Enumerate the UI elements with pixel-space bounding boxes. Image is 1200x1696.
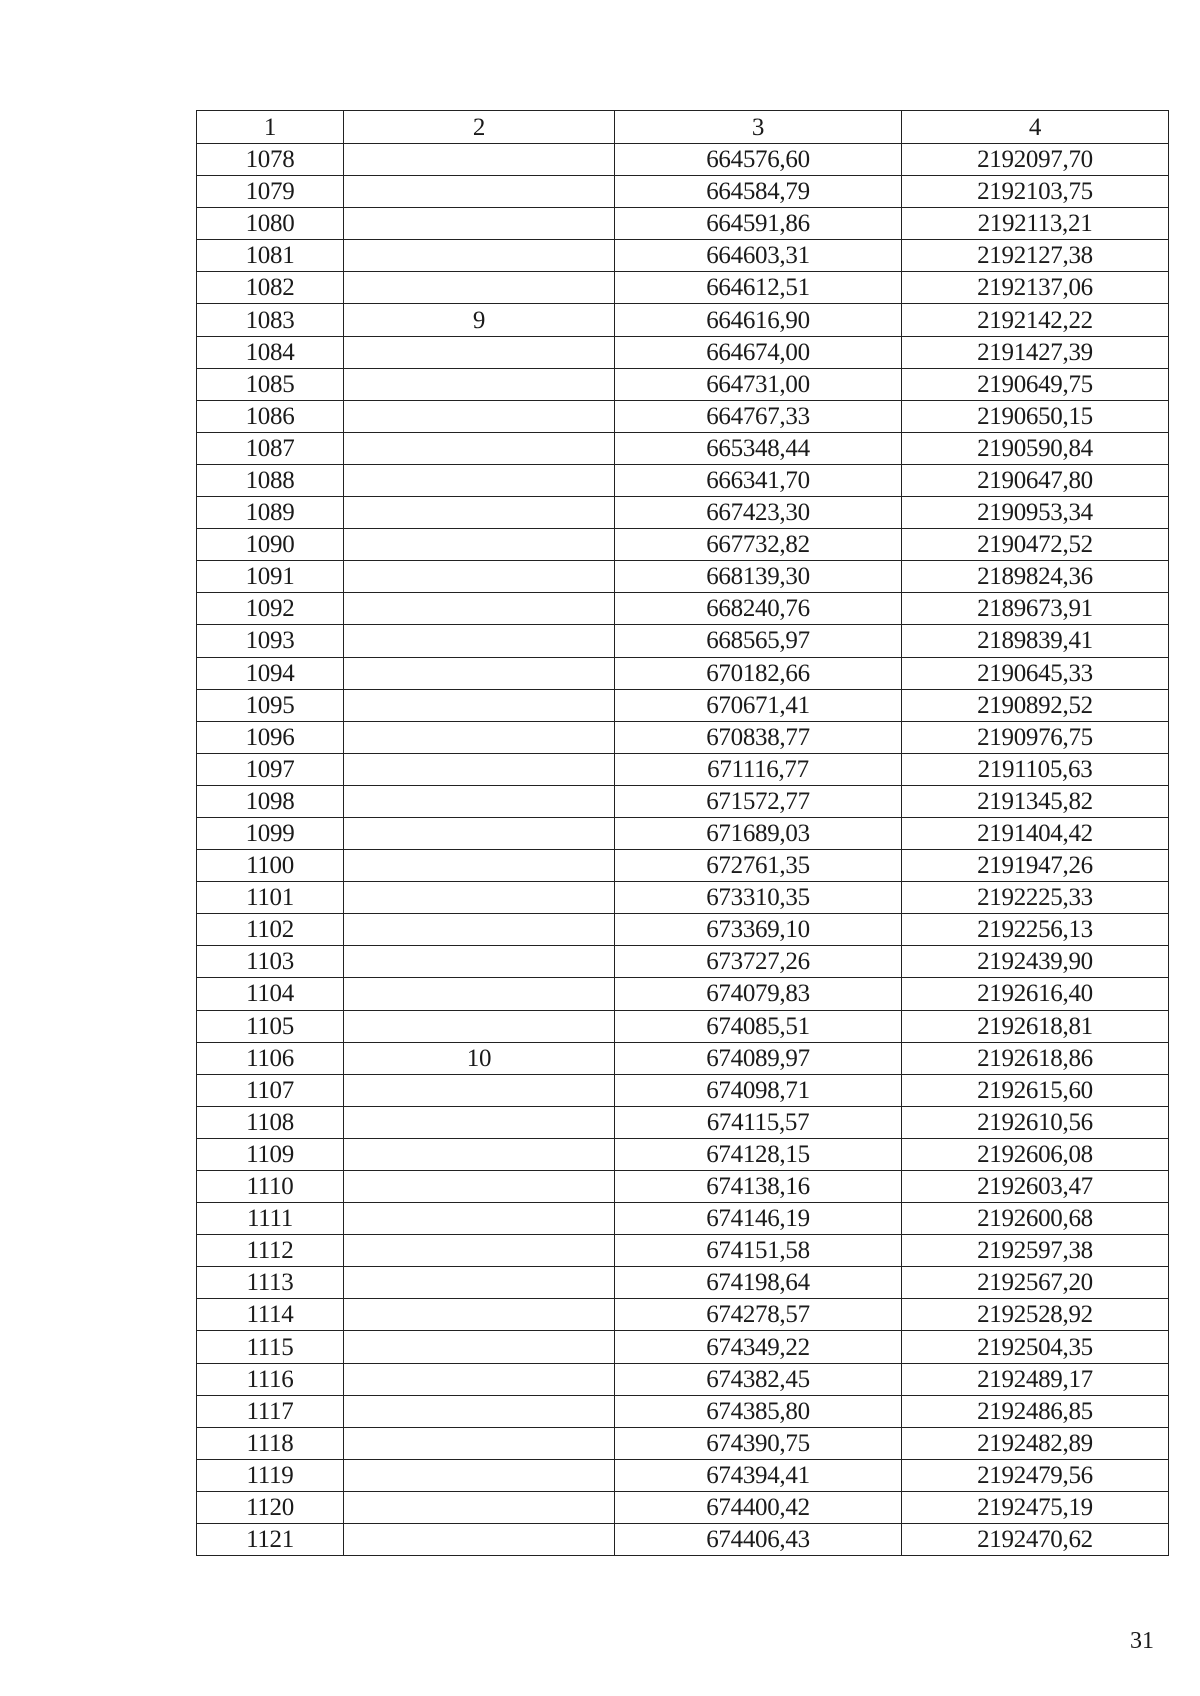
table-row bbox=[197, 1235, 1169, 1267]
table-row bbox=[197, 272, 1169, 304]
point-number-cell: 1091 bbox=[197, 561, 344, 593]
point-number-cell: 1119 bbox=[197, 1459, 344, 1491]
y-coordinate-cell: 2192482,89 bbox=[902, 1427, 1169, 1459]
table-row bbox=[197, 593, 1169, 625]
segment-cell bbox=[344, 176, 615, 208]
point-number-cell: 1121 bbox=[197, 1524, 344, 1556]
table-row bbox=[197, 1074, 1169, 1106]
x-coordinate-cell: 664612,51 bbox=[615, 272, 902, 304]
y-coordinate-cell: 2192137,06 bbox=[902, 272, 1169, 304]
segment-cell bbox=[344, 240, 615, 272]
point-number-cell: 1114 bbox=[197, 1299, 344, 1331]
table-row bbox=[197, 914, 1169, 946]
segment-cell bbox=[344, 1235, 615, 1267]
point-number-cell: 1105 bbox=[197, 1010, 344, 1042]
point-number-cell: 1112 bbox=[197, 1235, 344, 1267]
segment-cell bbox=[344, 400, 615, 432]
x-coordinate-cell: 674085,51 bbox=[615, 1010, 902, 1042]
y-coordinate-cell: 2192103,75 bbox=[902, 176, 1169, 208]
segment-cell bbox=[344, 946, 615, 978]
point-number-cell: 1100 bbox=[197, 850, 344, 882]
table-row bbox=[197, 240, 1169, 272]
point-number-cell: 1088 bbox=[197, 464, 344, 496]
segment-cell bbox=[344, 1299, 615, 1331]
x-coordinate-cell: 674151,58 bbox=[615, 1235, 902, 1267]
table-row bbox=[197, 1138, 1169, 1170]
table-row bbox=[197, 432, 1169, 464]
table-row bbox=[197, 1010, 1169, 1042]
y-coordinate-cell: 2190650,15 bbox=[902, 400, 1169, 432]
y-coordinate-cell: 2191427,39 bbox=[902, 336, 1169, 368]
y-coordinate-cell: 2190472,52 bbox=[902, 529, 1169, 561]
x-coordinate-cell: 674385,80 bbox=[615, 1395, 902, 1427]
x-coordinate-cell: 667732,82 bbox=[615, 529, 902, 561]
y-coordinate-cell: 2190976,75 bbox=[902, 721, 1169, 753]
table-row bbox=[197, 978, 1169, 1010]
table-row bbox=[197, 657, 1169, 689]
table-row bbox=[197, 497, 1169, 529]
column-header: 1 bbox=[197, 111, 344, 144]
x-coordinate-cell: 668240,76 bbox=[615, 593, 902, 625]
y-coordinate-cell: 2190645,33 bbox=[902, 657, 1169, 689]
point-number-cell: 1116 bbox=[197, 1363, 344, 1395]
point-number-cell: 1101 bbox=[197, 882, 344, 914]
point-number-cell: 1102 bbox=[197, 914, 344, 946]
y-coordinate-cell: 2192225,33 bbox=[902, 882, 1169, 914]
y-coordinate-cell: 2191947,26 bbox=[902, 850, 1169, 882]
x-coordinate-cell: 674198,64 bbox=[615, 1267, 902, 1299]
header-row bbox=[197, 111, 1169, 144]
table-row bbox=[197, 817, 1169, 849]
x-coordinate-cell: 674089,97 bbox=[615, 1042, 902, 1074]
table-header bbox=[197, 111, 1169, 144]
point-number-cell: 1089 bbox=[197, 497, 344, 529]
table-row bbox=[197, 1106, 1169, 1138]
segment-cell bbox=[344, 208, 615, 240]
segment-cell bbox=[344, 1427, 615, 1459]
x-coordinate-cell: 674146,19 bbox=[615, 1203, 902, 1235]
x-coordinate-cell: 671572,77 bbox=[615, 785, 902, 817]
segment-cell bbox=[344, 721, 615, 753]
segment-cell bbox=[344, 914, 615, 946]
y-coordinate-cell: 2192113,21 bbox=[902, 208, 1169, 240]
x-coordinate-cell: 664591,86 bbox=[615, 208, 902, 240]
y-coordinate-cell: 2192567,20 bbox=[902, 1267, 1169, 1299]
segment-cell bbox=[344, 1524, 615, 1556]
y-coordinate-cell: 2191404,42 bbox=[902, 817, 1169, 849]
point-number-cell: 1099 bbox=[197, 817, 344, 849]
x-coordinate-cell: 672761,35 bbox=[615, 850, 902, 882]
y-coordinate-cell: 2190647,80 bbox=[902, 464, 1169, 496]
x-coordinate-cell: 674394,41 bbox=[615, 1459, 902, 1491]
point-number-cell: 1120 bbox=[197, 1491, 344, 1523]
table-row bbox=[197, 1395, 1169, 1427]
y-coordinate-cell: 2192470,62 bbox=[902, 1524, 1169, 1556]
y-coordinate-cell: 2192606,08 bbox=[902, 1138, 1169, 1170]
y-coordinate-cell: 2189839,41 bbox=[902, 625, 1169, 657]
x-coordinate-cell: 674278,57 bbox=[615, 1299, 902, 1331]
point-number-cell: 1080 bbox=[197, 208, 344, 240]
x-coordinate-cell: 674128,15 bbox=[615, 1138, 902, 1170]
segment-cell: 10 bbox=[344, 1042, 615, 1074]
y-coordinate-cell: 2192489,17 bbox=[902, 1363, 1169, 1395]
x-coordinate-cell: 674079,83 bbox=[615, 978, 902, 1010]
table-row bbox=[197, 946, 1169, 978]
point-number-cell: 1081 bbox=[197, 240, 344, 272]
table-row bbox=[197, 144, 1169, 176]
segment-cell bbox=[344, 817, 615, 849]
table-row bbox=[197, 1459, 1169, 1491]
segment-cell bbox=[344, 432, 615, 464]
point-number-cell: 1115 bbox=[197, 1331, 344, 1363]
segment-cell bbox=[344, 1138, 615, 1170]
x-coordinate-cell: 673310,35 bbox=[615, 882, 902, 914]
y-coordinate-cell: 2192610,56 bbox=[902, 1106, 1169, 1138]
x-coordinate-cell: 671689,03 bbox=[615, 817, 902, 849]
y-coordinate-cell: 2192142,22 bbox=[902, 304, 1169, 336]
y-coordinate-cell: 2192618,81 bbox=[902, 1010, 1169, 1042]
x-coordinate-cell: 670671,41 bbox=[615, 689, 902, 721]
segment-cell bbox=[344, 1171, 615, 1203]
table-row bbox=[197, 785, 1169, 817]
table-row bbox=[197, 1299, 1169, 1331]
point-number-cell: 1103 bbox=[197, 946, 344, 978]
x-coordinate-cell: 668565,97 bbox=[615, 625, 902, 657]
table-row bbox=[197, 753, 1169, 785]
segment-cell bbox=[344, 593, 615, 625]
segment-cell bbox=[344, 272, 615, 304]
segment-cell bbox=[344, 144, 615, 176]
y-coordinate-cell: 2192603,47 bbox=[902, 1171, 1169, 1203]
table-row bbox=[197, 304, 1169, 336]
y-coordinate-cell: 2190649,75 bbox=[902, 368, 1169, 400]
segment-cell bbox=[344, 850, 615, 882]
y-coordinate-cell: 2190892,52 bbox=[902, 689, 1169, 721]
segment-cell bbox=[344, 978, 615, 1010]
point-number-cell: 1104 bbox=[197, 978, 344, 1010]
segment-cell bbox=[344, 1459, 615, 1491]
point-number-cell: 1084 bbox=[197, 336, 344, 368]
segment-cell bbox=[344, 1491, 615, 1523]
segment-cell bbox=[344, 1267, 615, 1299]
point-number-cell: 1113 bbox=[197, 1267, 344, 1299]
segment-cell bbox=[344, 785, 615, 817]
y-coordinate-cell: 2191345,82 bbox=[902, 785, 1169, 817]
segment-cell bbox=[344, 1203, 615, 1235]
table-row bbox=[197, 368, 1169, 400]
point-number-cell: 1082 bbox=[197, 272, 344, 304]
coordinates-table bbox=[196, 110, 1169, 1556]
segment-cell bbox=[344, 689, 615, 721]
point-number-cell: 1107 bbox=[197, 1074, 344, 1106]
x-coordinate-cell: 666341,70 bbox=[615, 464, 902, 496]
x-coordinate-cell: 664674,00 bbox=[615, 336, 902, 368]
x-coordinate-cell: 671116,77 bbox=[615, 753, 902, 785]
point-number-cell: 1083 bbox=[197, 304, 344, 336]
segment-cell bbox=[344, 1363, 615, 1395]
segment-cell bbox=[344, 1331, 615, 1363]
x-coordinate-cell: 674098,71 bbox=[615, 1074, 902, 1106]
x-coordinate-cell: 674349,22 bbox=[615, 1331, 902, 1363]
x-coordinate-cell: 664576,60 bbox=[615, 144, 902, 176]
page-number: 31 bbox=[1130, 1628, 1154, 1654]
point-number-cell: 1078 bbox=[197, 144, 344, 176]
x-coordinate-cell: 667423,30 bbox=[615, 497, 902, 529]
table-row bbox=[197, 1171, 1169, 1203]
table-row bbox=[197, 1331, 1169, 1363]
x-coordinate-cell: 674400,42 bbox=[615, 1491, 902, 1523]
x-coordinate-cell: 664584,79 bbox=[615, 176, 902, 208]
point-number-cell: 1090 bbox=[197, 529, 344, 561]
x-coordinate-cell: 668139,30 bbox=[615, 561, 902, 593]
table-row bbox=[197, 208, 1169, 240]
y-coordinate-cell: 2189824,36 bbox=[902, 561, 1169, 593]
point-number-cell: 1097 bbox=[197, 753, 344, 785]
y-coordinate-cell: 2192504,35 bbox=[902, 1331, 1169, 1363]
segment-cell bbox=[344, 529, 615, 561]
x-coordinate-cell: 674406,43 bbox=[615, 1524, 902, 1556]
point-number-cell: 1085 bbox=[197, 368, 344, 400]
table-row bbox=[197, 176, 1169, 208]
y-coordinate-cell: 2192615,60 bbox=[902, 1074, 1169, 1106]
segment-cell bbox=[344, 625, 615, 657]
column-header: 4 bbox=[902, 111, 1169, 144]
table-row bbox=[197, 1363, 1169, 1395]
y-coordinate-cell: 2192256,13 bbox=[902, 914, 1169, 946]
table-row bbox=[197, 882, 1169, 914]
point-number-cell: 1111 bbox=[197, 1203, 344, 1235]
y-coordinate-cell: 2192097,70 bbox=[902, 144, 1169, 176]
segment-cell bbox=[344, 368, 615, 400]
x-coordinate-cell: 670838,77 bbox=[615, 721, 902, 753]
table-row bbox=[197, 529, 1169, 561]
table-row bbox=[197, 1042, 1169, 1074]
table-row bbox=[197, 689, 1169, 721]
table-row bbox=[197, 400, 1169, 432]
y-coordinate-cell: 2190953,34 bbox=[902, 497, 1169, 529]
y-coordinate-cell: 2192475,19 bbox=[902, 1491, 1169, 1523]
table-row bbox=[197, 721, 1169, 753]
table-body bbox=[197, 144, 1169, 1556]
point-number-cell: 1108 bbox=[197, 1106, 344, 1138]
segment-cell bbox=[344, 1106, 615, 1138]
x-coordinate-cell: 664767,33 bbox=[615, 400, 902, 432]
x-coordinate-cell: 673369,10 bbox=[615, 914, 902, 946]
table-row bbox=[197, 1267, 1169, 1299]
table-row bbox=[197, 1491, 1169, 1523]
point-number-cell: 1079 bbox=[197, 176, 344, 208]
table-row bbox=[197, 1524, 1169, 1556]
segment-cell bbox=[344, 1010, 615, 1042]
segment-cell bbox=[344, 1395, 615, 1427]
segment-cell: 9 bbox=[344, 304, 615, 336]
point-number-cell: 1095 bbox=[197, 689, 344, 721]
segment-cell bbox=[344, 753, 615, 785]
table-row bbox=[197, 336, 1169, 368]
x-coordinate-cell: 665348,44 bbox=[615, 432, 902, 464]
segment-cell bbox=[344, 882, 615, 914]
x-coordinate-cell: 674390,75 bbox=[615, 1427, 902, 1459]
point-number-cell: 1110 bbox=[197, 1171, 344, 1203]
point-number-cell: 1096 bbox=[197, 721, 344, 753]
y-coordinate-cell: 2192618,86 bbox=[902, 1042, 1169, 1074]
y-coordinate-cell: 2191105,63 bbox=[902, 753, 1169, 785]
point-number-cell: 1118 bbox=[197, 1427, 344, 1459]
y-coordinate-cell: 2190590,84 bbox=[902, 432, 1169, 464]
table-row bbox=[197, 561, 1169, 593]
segment-cell bbox=[344, 336, 615, 368]
point-number-cell: 1087 bbox=[197, 432, 344, 464]
point-number-cell: 1094 bbox=[197, 657, 344, 689]
x-coordinate-cell: 674115,57 bbox=[615, 1106, 902, 1138]
x-coordinate-cell: 664616,90 bbox=[615, 304, 902, 336]
point-number-cell: 1098 bbox=[197, 785, 344, 817]
table-row bbox=[197, 850, 1169, 882]
y-coordinate-cell: 2192528,92 bbox=[902, 1299, 1169, 1331]
table-row bbox=[197, 625, 1169, 657]
column-header: 2 bbox=[344, 111, 615, 144]
segment-cell bbox=[344, 1074, 615, 1106]
table-row bbox=[197, 1427, 1169, 1459]
segment-cell bbox=[344, 497, 615, 529]
table-row bbox=[197, 1203, 1169, 1235]
point-number-cell: 1093 bbox=[197, 625, 344, 657]
segment-cell bbox=[344, 561, 615, 593]
segment-cell bbox=[344, 657, 615, 689]
point-number-cell: 1086 bbox=[197, 400, 344, 432]
y-coordinate-cell: 2192600,68 bbox=[902, 1203, 1169, 1235]
x-coordinate-cell: 664731,00 bbox=[615, 368, 902, 400]
x-coordinate-cell: 670182,66 bbox=[615, 657, 902, 689]
table-row bbox=[197, 464, 1169, 496]
x-coordinate-cell: 674382,45 bbox=[615, 1363, 902, 1395]
x-coordinate-cell: 674138,16 bbox=[615, 1171, 902, 1203]
x-coordinate-cell: 664603,31 bbox=[615, 240, 902, 272]
y-coordinate-cell: 2192486,85 bbox=[902, 1395, 1169, 1427]
y-coordinate-cell: 2192479,56 bbox=[902, 1459, 1169, 1491]
point-number-cell: 1109 bbox=[197, 1138, 344, 1170]
y-coordinate-cell: 2192127,38 bbox=[902, 240, 1169, 272]
point-number-cell: 1092 bbox=[197, 593, 344, 625]
point-number-cell: 1117 bbox=[197, 1395, 344, 1427]
y-coordinate-cell: 2192616,40 bbox=[902, 978, 1169, 1010]
segment-cell bbox=[344, 464, 615, 496]
point-number-cell: 1106 bbox=[197, 1042, 344, 1074]
y-coordinate-cell: 2192597,38 bbox=[902, 1235, 1169, 1267]
column-header: 3 bbox=[615, 111, 902, 144]
y-coordinate-cell: 2192439,90 bbox=[902, 946, 1169, 978]
y-coordinate-cell: 2189673,91 bbox=[902, 593, 1169, 625]
x-coordinate-cell: 673727,26 bbox=[615, 946, 902, 978]
